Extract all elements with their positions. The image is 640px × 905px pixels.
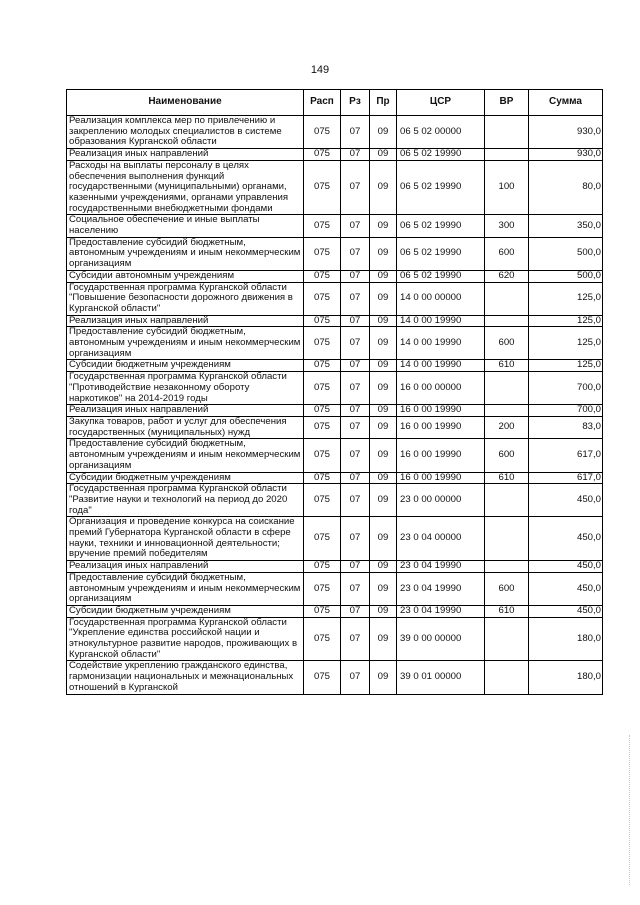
column-header-csr: ЦСР (397, 90, 485, 116)
column-header-vr: ВР (485, 90, 529, 116)
page-number: 149 (310, 64, 330, 76)
side-margin-mark (629, 735, 632, 885)
cell-name: Содействие укреплению гражданского единства, гармонизации национальных и межнациональных отношений в Курганской (67, 661, 304, 694)
cell-vr: 610 (485, 360, 529, 372)
column-header-name: Наименование (67, 90, 304, 116)
cell-sum: 180,0 (529, 661, 603, 694)
cell-sum: 500,0 (529, 270, 603, 282)
cell-pr: 09 (370, 661, 397, 694)
cell-pr: 09 (370, 561, 397, 573)
cell-rz: 07 (341, 282, 370, 315)
cell-pr: 09 (370, 116, 397, 149)
cell-name: Закупка товаров, работ и услуг для обеспечения государственных (муниципальных) нужд (67, 416, 304, 438)
cell-sum: 450,0 (529, 572, 603, 605)
cell-sum: 450,0 (529, 561, 603, 573)
cell-rz: 07 (341, 416, 370, 438)
cell-name: Субсидии бюджетным учреждениям (67, 472, 304, 484)
cell-pr: 09 (370, 315, 397, 327)
cell-csr: 06 5 02 19990 (397, 160, 485, 215)
cell-rasp: 075 (304, 439, 341, 472)
cell-rasp: 075 (304, 561, 341, 573)
cell-pr: 09 (370, 282, 397, 315)
cell-pr: 09 (370, 517, 397, 561)
cell-name: Государственная программа Курганской области "Противодействие незаконному обороту наркотиков" на 2014-2019 годы (67, 372, 304, 405)
table-row (67, 149, 603, 161)
cell-rz: 07 (341, 372, 370, 405)
cell-rz: 07 (341, 605, 370, 617)
cell-sum: 450,0 (529, 517, 603, 561)
table-row (67, 315, 603, 327)
cell-rz: 07 (341, 472, 370, 484)
cell-name: Реализация иных направлений (67, 149, 304, 161)
table-row (67, 661, 603, 694)
cell-vr: 620 (485, 270, 529, 282)
cell-rz: 07 (341, 160, 370, 215)
table-row (67, 439, 603, 472)
table-row (67, 372, 603, 405)
cell-rz: 07 (341, 661, 370, 694)
cell-name: Предоставление субсидий бюджетным, автономным учреждениям и иным некоммерческим организациям (67, 237, 304, 270)
cell-rasp: 075 (304, 416, 341, 438)
cell-name: Организация и проведение конкурса на соискание премий Губернатора Курганской области в сфере науки, техники и инновационной деятельности; вручение премий победителям (67, 517, 304, 561)
table-row (67, 116, 603, 149)
cell-name: Субсидии бюджетным учреждениям (67, 360, 304, 372)
cell-pr: 09 (370, 572, 397, 605)
cell-csr: 06 5 02 00000 (397, 116, 485, 149)
cell-name: Государственная программа Курганской области "Развитие науки и технологий на период до 2020 года" (67, 484, 304, 517)
table-row (67, 572, 603, 605)
cell-name: Реализация иных направлений (67, 405, 304, 417)
cell-vr: 300 (485, 215, 529, 237)
cell-vr: 600 (485, 327, 529, 360)
cell-rasp: 075 (304, 405, 341, 417)
cell-csr: 16 0 00 19990 (397, 439, 485, 472)
cell-name: Реализация иных направлений (67, 561, 304, 573)
cell-vr (485, 149, 529, 161)
cell-rasp: 075 (304, 517, 341, 561)
cell-csr: 16 0 00 19990 (397, 472, 485, 484)
cell-rasp: 075 (304, 237, 341, 270)
cell-rz: 07 (341, 315, 370, 327)
cell-vr: 200 (485, 416, 529, 438)
cell-csr: 23 0 04 19990 (397, 605, 485, 617)
cell-csr: 23 0 04 00000 (397, 517, 485, 561)
table-header-row (67, 90, 603, 116)
table-row (67, 215, 603, 237)
cell-vr: 100 (485, 160, 529, 215)
cell-sum: 500,0 (529, 237, 603, 270)
cell-csr: 14 0 00 00000 (397, 282, 485, 315)
cell-sum: 930,0 (529, 149, 603, 161)
table-row (67, 617, 603, 661)
cell-csr: 06 5 02 19990 (397, 270, 485, 282)
cell-name: Государственная программа Курганской области "Укрепление единства российской нации и этнокультурное развитие народов, проживающих в Курганской области" (67, 617, 304, 661)
cell-vr (485, 561, 529, 573)
cell-sum: 617,0 (529, 439, 603, 472)
cell-rasp: 075 (304, 360, 341, 372)
cell-vr (485, 116, 529, 149)
cell-rasp: 075 (304, 327, 341, 360)
cell-name: Государственная программа Курганской области "Повышение безопасности дорожного движения в Курганской области" (67, 282, 304, 315)
table-row (67, 160, 603, 215)
column-header-sum: Сумма (529, 90, 603, 116)
cell-name: Предоставление субсидий бюджетным, автономным учреждениям и иным некоммерческим организациям (67, 327, 304, 360)
cell-csr: 16 0 00 00000 (397, 372, 485, 405)
table-row (67, 416, 603, 438)
table-row (67, 472, 603, 484)
cell-vr: 600 (485, 237, 529, 270)
cell-pr: 09 (370, 416, 397, 438)
cell-csr: 06 5 02 19990 (397, 215, 485, 237)
table-row (67, 405, 603, 417)
cell-sum: 617,0 (529, 472, 603, 484)
cell-pr: 09 (370, 617, 397, 661)
cell-vr (485, 372, 529, 405)
table-row (67, 517, 603, 561)
cell-csr: 06 5 02 19990 (397, 149, 485, 161)
table-row (67, 561, 603, 573)
cell-sum: 125,0 (529, 327, 603, 360)
cell-rasp: 075 (304, 472, 341, 484)
cell-vr (485, 617, 529, 661)
table-body (67, 116, 603, 695)
cell-rasp: 075 (304, 149, 341, 161)
cell-rasp: 075 (304, 160, 341, 215)
cell-sum: 450,0 (529, 605, 603, 617)
cell-name: Социальное обеспечение и иные выплаты населению (67, 215, 304, 237)
cell-rz: 07 (341, 149, 370, 161)
cell-csr: 23 0 04 19990 (397, 561, 485, 573)
table-row (67, 484, 603, 517)
cell-rasp: 075 (304, 617, 341, 661)
cell-vr (485, 405, 529, 417)
cell-rasp: 075 (304, 484, 341, 517)
cell-rasp: 075 (304, 116, 341, 149)
column-header-pr: Пр (370, 90, 397, 116)
table-row (67, 270, 603, 282)
budget-table (66, 89, 603, 695)
cell-pr: 09 (370, 327, 397, 360)
cell-csr: 14 0 00 19990 (397, 315, 485, 327)
cell-rasp: 075 (304, 661, 341, 694)
cell-pr: 09 (370, 372, 397, 405)
cell-pr: 09 (370, 405, 397, 417)
cell-sum: 125,0 (529, 315, 603, 327)
table-row (67, 360, 603, 372)
cell-vr (485, 282, 529, 315)
cell-pr: 09 (370, 484, 397, 517)
cell-sum: 125,0 (529, 282, 603, 315)
cell-rz: 07 (341, 405, 370, 417)
table-row (67, 327, 603, 360)
cell-vr (485, 315, 529, 327)
cell-sum: 180,0 (529, 617, 603, 661)
cell-sum: 450,0 (529, 484, 603, 517)
cell-csr: 39 0 00 00000 (397, 617, 485, 661)
cell-vr: 600 (485, 572, 529, 605)
cell-sum: 80,0 (529, 160, 603, 215)
cell-vr: 610 (485, 605, 529, 617)
cell-vr (485, 484, 529, 517)
cell-csr: 23 0 04 19990 (397, 572, 485, 605)
cell-name: Субсидии автономным учреждениям (67, 270, 304, 282)
table-row (67, 282, 603, 315)
cell-rasp: 075 (304, 215, 341, 237)
cell-rz: 07 (341, 561, 370, 573)
cell-sum: 700,0 (529, 372, 603, 405)
cell-rz: 07 (341, 484, 370, 517)
cell-rasp: 075 (304, 315, 341, 327)
cell-sum: 350,0 (529, 215, 603, 237)
cell-pr: 09 (370, 472, 397, 484)
cell-vr (485, 661, 529, 694)
cell-rz: 07 (341, 270, 370, 282)
cell-name: Предоставление субсидий бюджетным, автономным учреждениям и иным некоммерческим организациям (67, 572, 304, 605)
cell-name: Предоставление субсидий бюджетным, автономным учреждениям и иным некоммерческим организациям (67, 439, 304, 472)
table-row (67, 605, 603, 617)
cell-pr: 09 (370, 605, 397, 617)
cell-rasp: 075 (304, 282, 341, 315)
cell-rasp: 075 (304, 572, 341, 605)
table-row (67, 237, 603, 270)
cell-vr: 610 (485, 472, 529, 484)
cell-rz: 07 (341, 116, 370, 149)
cell-rz: 07 (341, 439, 370, 472)
cell-rasp: 075 (304, 605, 341, 617)
cell-rasp: 075 (304, 372, 341, 405)
cell-csr: 14 0 00 19990 (397, 360, 485, 372)
cell-rz: 07 (341, 617, 370, 661)
cell-name: Субсидии бюджетным учреждениям (67, 605, 304, 617)
cell-rz: 07 (341, 517, 370, 561)
cell-csr: 39 0 01 00000 (397, 661, 485, 694)
cell-vr (485, 517, 529, 561)
cell-rz: 07 (341, 237, 370, 270)
cell-sum: 700,0 (529, 405, 603, 417)
cell-pr: 09 (370, 149, 397, 161)
column-header-rz: Рз (341, 90, 370, 116)
cell-pr: 09 (370, 237, 397, 270)
cell-vr: 600 (485, 439, 529, 472)
cell-csr: 06 5 02 19990 (397, 237, 485, 270)
cell-rz: 07 (341, 327, 370, 360)
cell-sum: 83,0 (529, 416, 603, 438)
cell-pr: 09 (370, 160, 397, 215)
cell-pr: 09 (370, 360, 397, 372)
cell-rz: 07 (341, 360, 370, 372)
cell-csr: 14 0 00 19990 (397, 327, 485, 360)
cell-sum: 125,0 (529, 360, 603, 372)
column-header-rasp: Расп (304, 90, 341, 116)
cell-rz: 07 (341, 572, 370, 605)
cell-name: Реализация иных направлений (67, 315, 304, 327)
cell-name: Расходы на выплаты персоналу в целях обеспечения выполнения функций государственными (муниципальными) органами, казенными учреждениями, органами управления государственными внебюджетными фондами (67, 160, 304, 215)
cell-csr: 16 0 00 19990 (397, 416, 485, 438)
cell-csr: 23 0 00 00000 (397, 484, 485, 517)
cell-pr: 09 (370, 270, 397, 282)
cell-rz: 07 (341, 215, 370, 237)
cell-rasp: 075 (304, 270, 341, 282)
cell-pr: 09 (370, 439, 397, 472)
cell-sum: 930,0 (529, 116, 603, 149)
cell-name: Реализация комплекса мер по привлечению и закреплению молодых специалистов в системе образования Курганской области (67, 116, 304, 149)
cell-csr: 16 0 00 19990 (397, 405, 485, 417)
cell-pr: 09 (370, 215, 397, 237)
